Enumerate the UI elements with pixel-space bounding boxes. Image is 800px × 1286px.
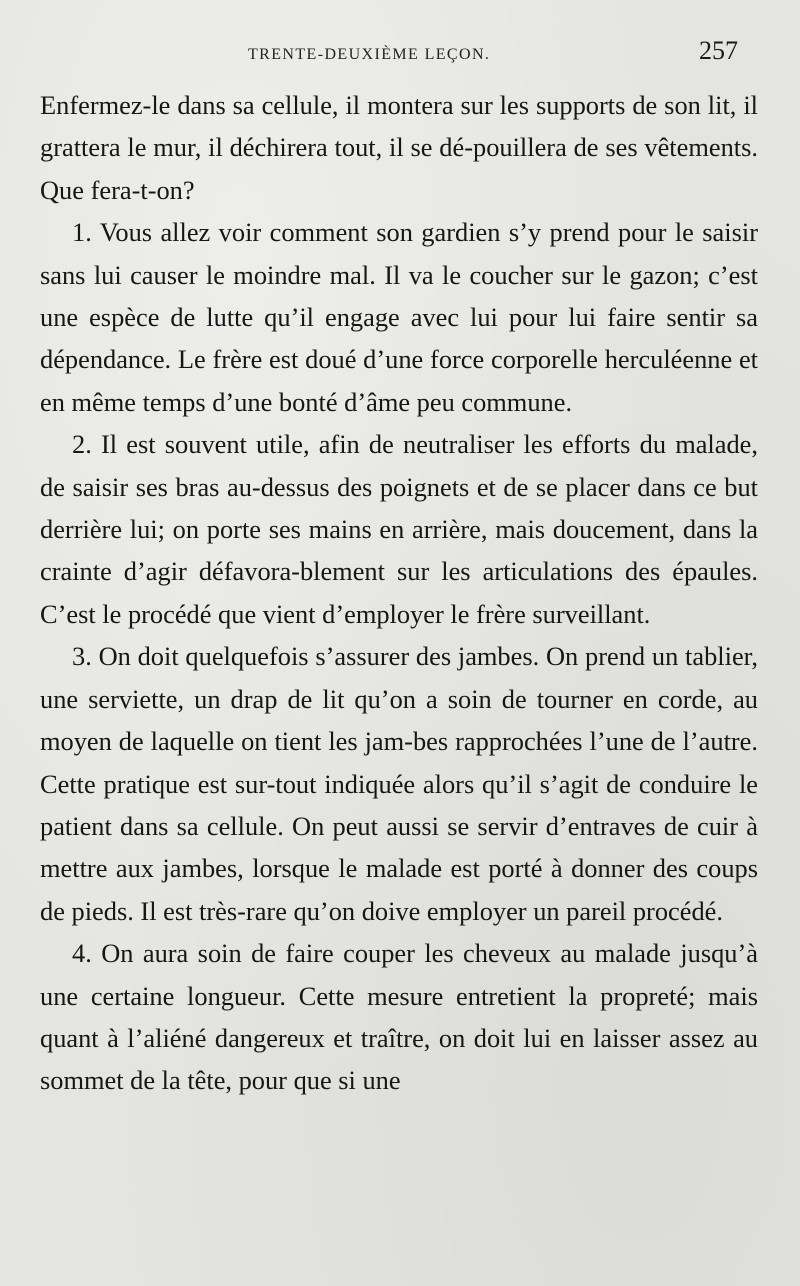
paragraph-point-4: 4. On aura soin de faire couper les cheveux au malade jusqu’à une certaine longueur. Cette mesure entretient la propreté; mais quant à l’aliéné dangereux et traître, on doit lui en laisser assez au sommet de la tête, pour que si une	[40, 938, 758, 1096]
paragraph-point-3: 3. On doit quelquefois s’assurer des jambes. On prend un tablier, une serviette, un drap de lit qu’on a soin de tourner en corde, au moyen de laquelle on tient les jam-bes rapprochées l’une de l’autre. Cette pratique est sur-tout indiquée alors qu’il s’agit de conduire le patient dans sa cellule. On peut aussi se servir d’entraves de cuir à mettre aux jambes, lorsque le malade est porté à donner des coups de pieds. Il est très-rare qu’on doive employer un pareil procédé.	[40, 641, 758, 926]
paragraph-intro: Enfermez-le dans sa cellule, il montera sur les supports de son lit, il grattera le mur, il déchirera tout, il se dé-pouillera de ses vêtements. Que fera-t-on?	[40, 90, 758, 205]
paragraph-point-1: 1. Vous allez voir comment son gardien s’y prend pour le saisir sans lui causer le moindre mal. Il va le coucher sur le gazon; c’est une espèce de lutte qu’il engage avec lui pour lui faire sentir sa dépendance. Le frère est doué d’une force corporelle herculéenne et en même temps d’une bonté d’âme peu commune.	[40, 217, 758, 417]
page-header	[40, 38, 740, 78]
body-text	[40, 84, 758, 1102]
running-head: TRENTE-DEUXIÈME LEÇON.	[248, 46, 491, 63]
paragraph-point-2: 2. Il est souvent utile, afin de neutraliser les efforts du malade, de saisir ses bras au-dessus des poignets et de se placer dans ce but derrière lui; on porte ses mains en arrière, mais doucement, dans la crainte d’agir défavora-blement sur les articulations des épaules. C’est le procédé que vient d’employer le frère surveillant.	[40, 429, 758, 629]
page-number: 257	[699, 36, 738, 65]
